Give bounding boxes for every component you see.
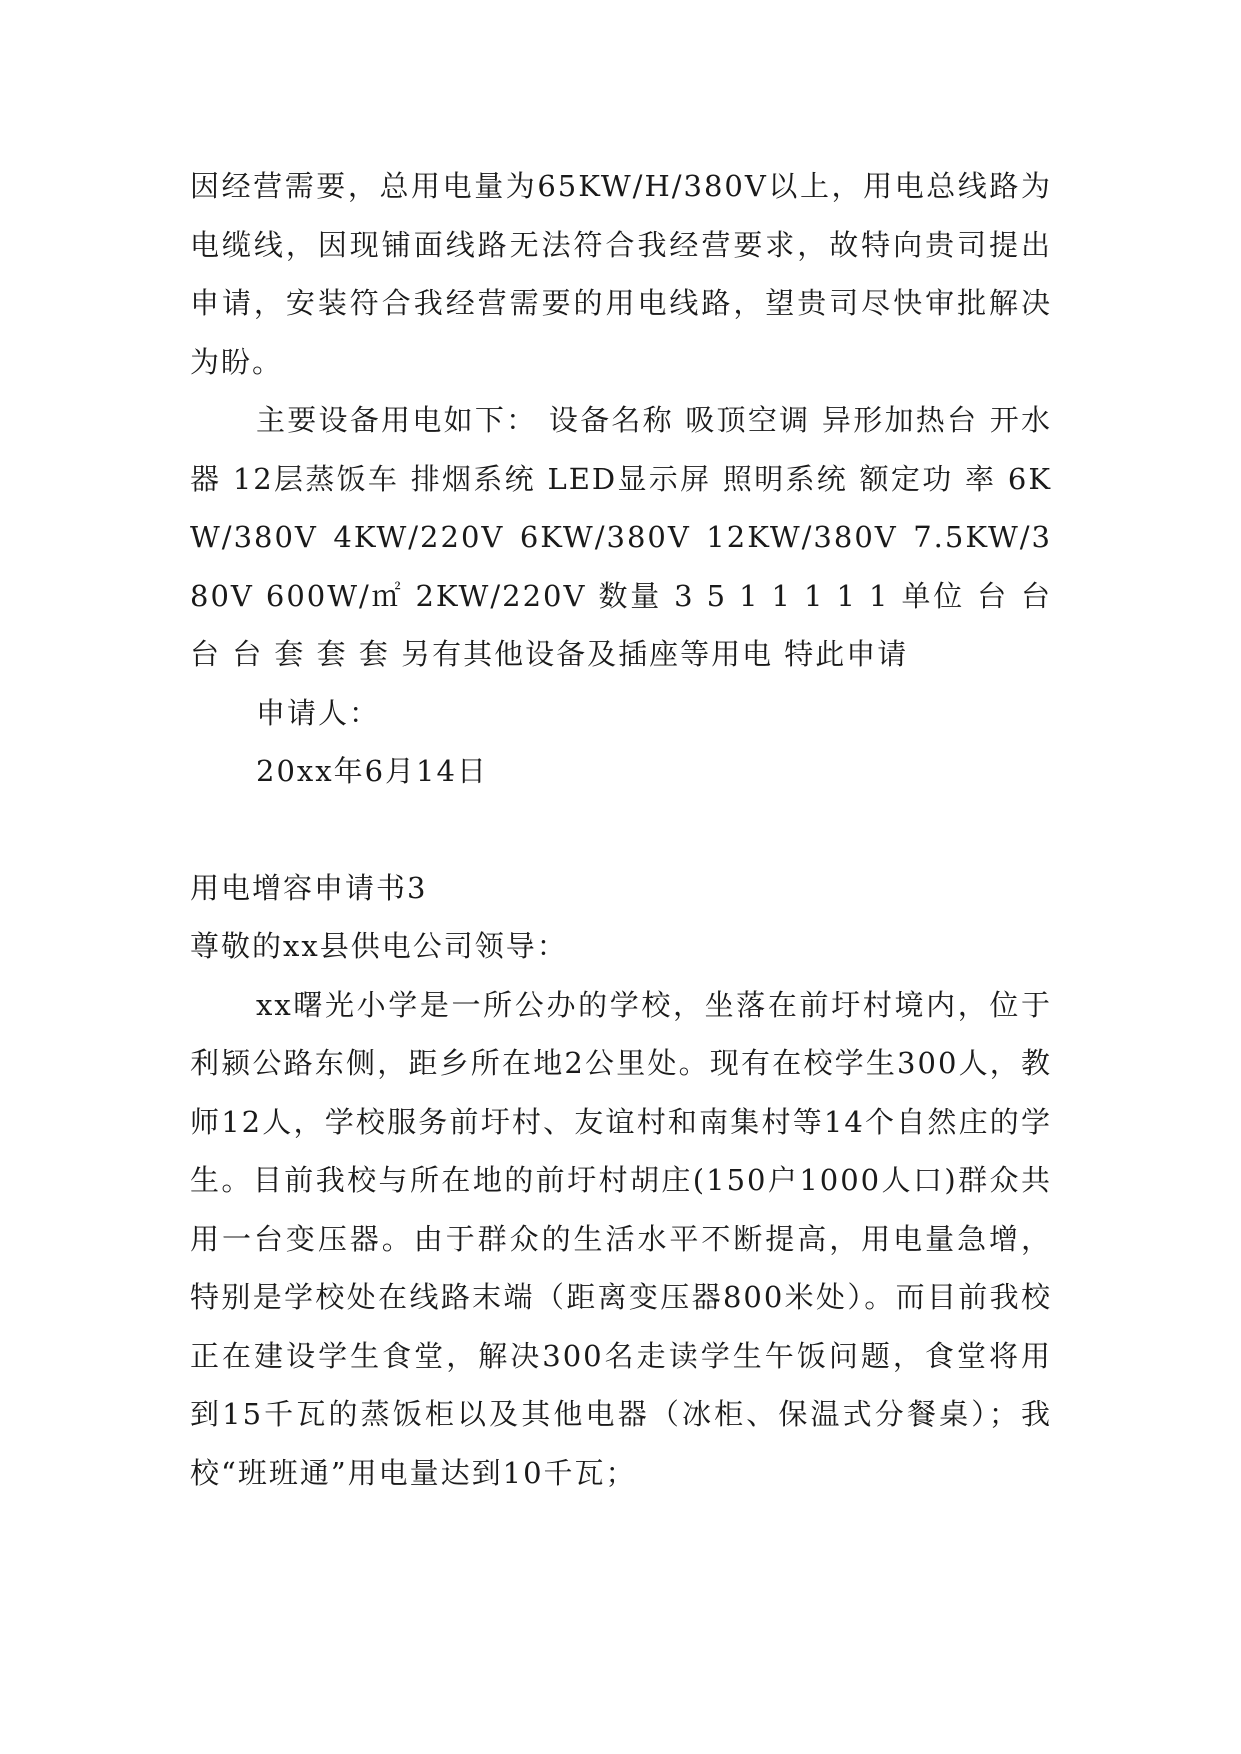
application-date: 20xx年6月14日	[256, 754, 488, 788]
paragraph-equipment-list: 主要设备用电如下： 设备名称 吸顶空调 异形加热台 开水器 12层蒸饭车 排烟系统 LED显示屏 照明系统 额定功 率 6KW/380V 4KW/220V 6KW/380V 12KW/380V 7.5KW/380V 600W/㎡ 2KW/220V 数量 3 5 1 1 1 1 1 单位 台 台 台 台 套 套 套 另有其他设备及插座等用电 特此申请	[190, 403, 1052, 671]
applicant-label: 申请人：	[256, 695, 381, 730]
paragraph-power-request: 因经营需要，总用电量为65KW/H/380V以上，用电总线路为电缆线，因现铺面线路无法符合我经营要求，故特向贵司提出申请，安装符合我经营需要的用电线路，望贵司尽快审批解决为盼。	[190, 169, 1052, 379]
salutation: 尊敬的xx县供电公司领导：	[190, 929, 568, 963]
section-spacer	[190, 801, 1052, 859]
paragraph-school-request: xx曙光小学是一所公办的学校，坐落在前圩村境内，位于利颍公路东侧，距乡所在地2公里处。现有在校学生300人，教师12人，学校服务前圩村、友谊村和南集村等14个自然庄的学生。目前我校与所在地的前圩村胡庄(150户1000人口)群众共用一台变压器。由于群众的生活水平不断提高，用电量急增，特别是学校处在线路末端（距离变压器800米处）。而目前我校正在建设学生食堂，解决300名走读学生午饭问题，食堂将用到15千瓦的蒸饭柜以及其他电器（冰柜、保温式分餐桌）；我校“班班通”用电量达到10千瓦；	[190, 987, 1052, 1490]
section-title: 用电增容申请书3	[190, 870, 428, 905]
document-body	[190, 157, 1052, 1502]
